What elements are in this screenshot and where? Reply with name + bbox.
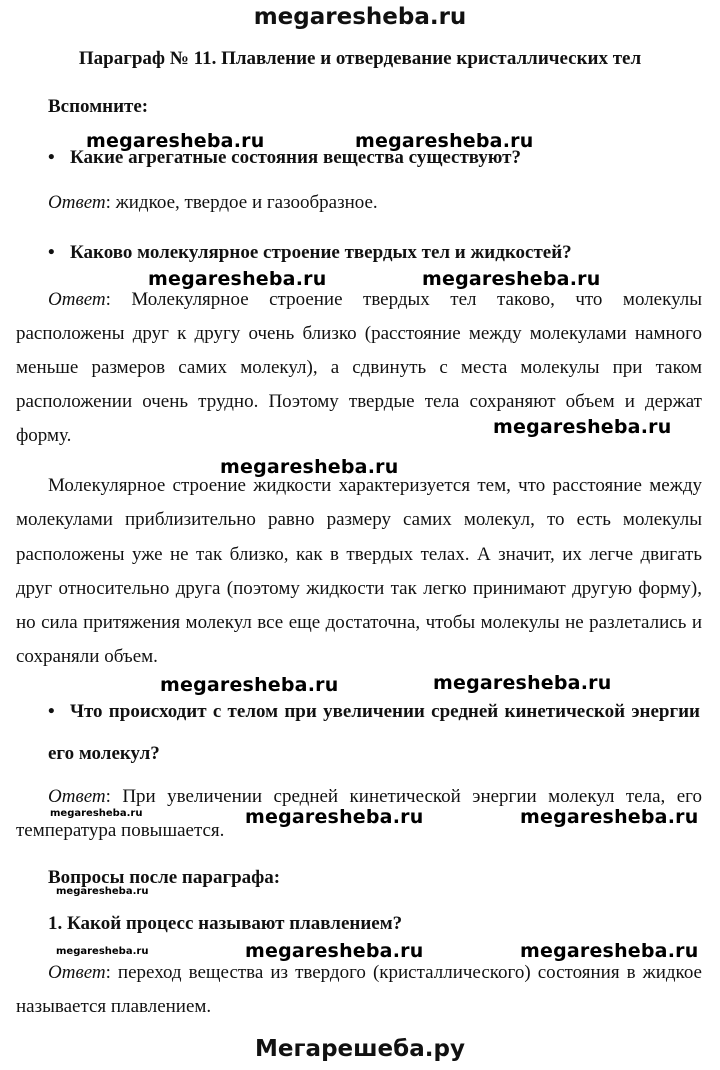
answer-text: : переход вещества из твердого (кристаллического) состояния в жидкое называется плавлением. [16,962,702,1017]
watermark: megaresheba.ru [520,940,699,962]
site-header: megaresheba.ru [253,4,467,30]
answer-label: Ответ [48,192,106,213]
watermark: megaresheba.ru [148,268,327,290]
watermark: megaresheba.ru [86,130,265,152]
paragraph-title: Параграф № 11. Плавление и отвердевание кристаллических тел [78,48,642,69]
watermark: megaresheba.ru [355,130,534,152]
site-footer: Мегарешеба.ру [255,1036,465,1062]
question-2 [48,243,700,262]
watermark: megaresheba.ru [245,940,424,962]
watermark: megaresheba.ru [220,456,399,478]
watermark: megaresheba.ru [56,946,149,957]
answer-text: : При увеличении средней кинетической энергии молекул тела, его температура повышается. [16,786,702,841]
answer-text: : жидкое, твердое и газообразное. [105,192,378,213]
question-3 [48,691,700,775]
question-1 [48,148,700,167]
answer-label: Ответ [48,289,106,310]
answer-2-paragraph-2: Молекулярное строение жидкости характеризуется тем, что расстояние между молекулами приблизительно равно размеру самих молекул, то есть молекулы расположены уже не так близко, как в твердых телах. А значит, их легче двигать друг относительно друга (поэтому жидкости так легко принимают другую форму), но сила притяжения молекул все еще достаточна, чтобы молекулы не разлетались и сохраняли объем. [16,475,702,668]
after-question-1: 1. Какой процесс называют плавлением? [48,913,403,934]
question-text: Какие агрегатные состояния вещества существуют? [70,147,521,168]
watermark: megaresheba.ru [245,806,424,828]
answer-1 [16,186,702,220]
answer-label: Ответ [48,962,106,983]
watermark: megaresheba.ru [160,674,339,696]
bullet-icon: • [48,242,55,263]
watermark: megaresheba.ru [50,808,143,819]
bullet-icon: • [48,701,55,722]
watermark: megaresheba.ru [433,672,612,694]
watermark: megaresheba.ru [520,806,699,828]
bullet-icon: • [48,147,55,168]
watermark: megaresheba.ru [56,886,149,897]
answer-text: : Молекулярное строение твердых тел таково, что молекулы расположены друг к другу очень близко (расстояние между молекулами намного меньше размеров самих молекул), а сдвинуть с места молекулы при таком расположении очень трудно. Поэтому твердые тела сохраняют объем и держат форму. [16,289,702,446]
after-heading: Вопросы после параграфа: [48,867,281,888]
answer-label: Ответ [48,786,106,807]
watermark: megaresheba.ru [422,268,601,290]
question-text: Каково молекулярное строение твердых тел и жидкостей? [70,242,572,263]
remember-heading: Вспомните: [48,96,149,117]
after-answer-1 [16,956,702,1024]
question-text: Что происходит с телом при увеличении средней кинетической энергии его молекул? [48,701,700,764]
watermark: megaresheba.ru [493,416,672,438]
